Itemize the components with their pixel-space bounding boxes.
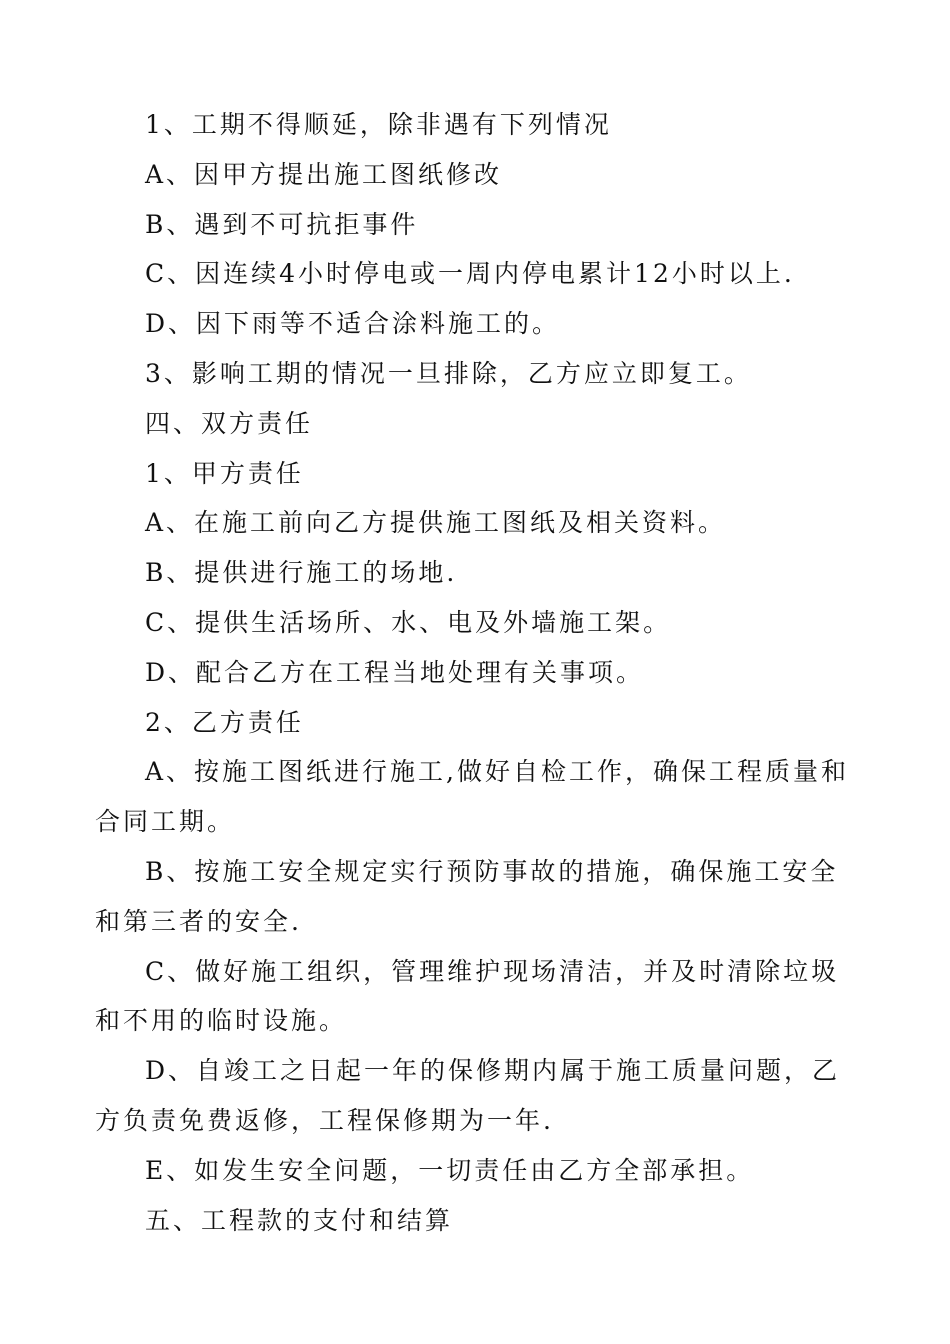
subheading-party-b: 2、乙方责任 xyxy=(145,707,304,737)
section-heading-responsibilities: 四、双方责任 xyxy=(145,408,314,438)
party-b-item-a: A、按施工图纸进行施工,做好自检工作，确保工程质量和合同工期。 xyxy=(95,757,850,837)
paragraph-item-d: D、因下雨等不适合涂料施工的。 xyxy=(145,309,561,339)
party-a-item-b: B、提供进行施工的场地. xyxy=(145,558,458,588)
paragraph-item-1: 1、工期不得顺延，除非遇有下列情况 xyxy=(145,110,612,139)
party-a-item-c: C、提供生活场所、水、电及外墙施工架。 xyxy=(145,607,672,637)
party-b-item-b: B、按施工安全规定实行预防事故的措施，确保施工安全和第三者的安全. xyxy=(95,856,839,936)
party-b-item-e: E、如发生安全问题，一切责任由乙方全部承担。 xyxy=(145,1155,755,1185)
paragraph-item-3: 3、影响工期的情况一旦排除，乙方应立即复工。 xyxy=(145,358,752,388)
party-a-item-a: A、在施工前向乙方提供施工图纸及相关资料。 xyxy=(145,508,727,538)
subheading-party-a: 1、甲方责任 xyxy=(145,458,304,488)
party-a-item-d: D、配合乙方在工程当地处理有关事项。 xyxy=(145,657,645,687)
party-b-item-d: D、自竣工之日起一年的保修期内属于施工质量问题，乙方负责免费返修，工程保修期为一年. xyxy=(95,1056,841,1135)
paragraph-item-b: B、遇到不可抗拒事件 xyxy=(145,209,419,239)
paragraph-item-c: C、因连续4小时停电或一周内停电累计12小时以上. xyxy=(145,259,795,289)
document-body xyxy=(95,100,865,1245)
paragraph-item-a: A、因甲方提出施工图纸修改 xyxy=(145,159,503,189)
section-heading-payment: 五、工程款的支付和结算 xyxy=(145,1205,454,1235)
party-b-item-c: C、做好施工组织，管理维护现场清洁，并及时清除垃圾和不用的临时设施。 xyxy=(95,956,840,1036)
